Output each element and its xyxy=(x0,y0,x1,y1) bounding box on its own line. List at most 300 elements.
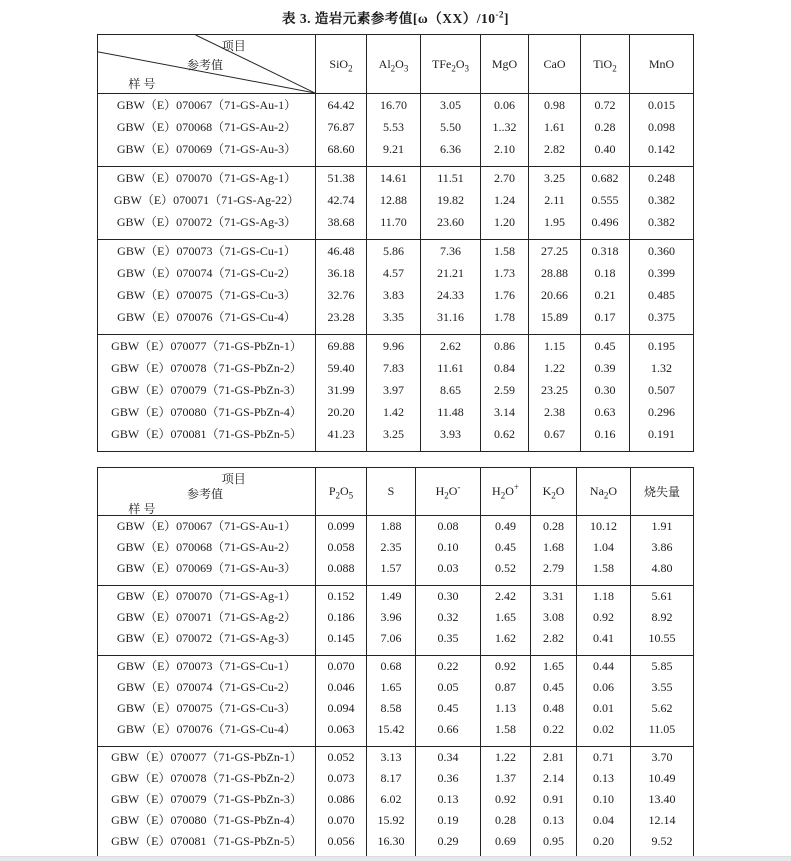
sample-id-cell: GBW（E）070077（71-GS-PbZn-1） xyxy=(98,335,316,358)
value-cell: 1.78 xyxy=(481,306,529,335)
value-cell: 15.89 xyxy=(529,306,581,335)
sample-id-cell: GBW（E）070069（71-GS-Au-3） xyxy=(98,558,316,586)
value-cell: 2.70 xyxy=(481,167,529,190)
value-cell: 23.28 xyxy=(316,306,367,335)
value-cell: 6.02 xyxy=(367,789,416,810)
value-cell: 5.86 xyxy=(367,240,421,263)
table-row xyxy=(98,677,694,698)
value-cell: 0.72 xyxy=(581,94,630,117)
value-cell: 0.382 xyxy=(630,189,694,211)
value-cell: 31.99 xyxy=(316,379,367,401)
value-cell: 2.82 xyxy=(531,628,577,656)
sample-id-cell: GBW（E）070073（71-GS-Cu-1） xyxy=(98,656,316,678)
value-cell: 2.42 xyxy=(481,586,531,608)
value-cell: 76.87 xyxy=(316,116,367,138)
value-cell: 4.57 xyxy=(367,262,421,284)
table-row xyxy=(98,335,694,358)
value-cell: 0.39 xyxy=(581,357,630,379)
sample-id-cell: GBW（E）070076（71-GS-Cu-4） xyxy=(98,719,316,747)
table-row xyxy=(98,537,694,558)
volatiles-alkalis-table-container xyxy=(97,467,693,859)
column-header: $TFe_2O_3$ xyxy=(421,35,481,94)
value-cell: 0.052 xyxy=(316,747,367,769)
sample-id-cell: GBW（E）070067（71-GS-Au-1） xyxy=(98,94,316,117)
value-cell: 0.45 xyxy=(531,677,577,698)
value-cell: 11.48 xyxy=(421,401,481,423)
table-row xyxy=(98,656,694,678)
value-cell: 68.60 xyxy=(316,138,367,167)
value-cell: 0.070 xyxy=(316,810,367,831)
value-cell: 42.74 xyxy=(316,189,367,211)
value-cell: 0.52 xyxy=(481,558,531,586)
value-cell: 0.098 xyxy=(630,116,694,138)
value-cell: 8.65 xyxy=(421,379,481,401)
value-cell: 0.10 xyxy=(577,789,631,810)
value-cell: 2.10 xyxy=(481,138,529,167)
value-cell: 1.13 xyxy=(481,698,531,719)
value-cell: 11.51 xyxy=(421,167,481,190)
value-cell: 0.015 xyxy=(630,94,694,117)
value-cell: 14.61 xyxy=(367,167,421,190)
value-cell: 0.10 xyxy=(416,537,481,558)
value-cell: 0.45 xyxy=(581,335,630,358)
value-cell: 1.61 xyxy=(529,116,581,138)
major-oxides-table xyxy=(97,34,694,452)
value-cell: 0.360 xyxy=(630,240,694,263)
value-cell: 0.318 xyxy=(581,240,630,263)
value-cell: 19.82 xyxy=(421,189,481,211)
value-cell: 5.62 xyxy=(631,698,694,719)
value-cell: 5.85 xyxy=(631,656,694,678)
value-cell: 0.13 xyxy=(416,789,481,810)
table-row xyxy=(98,768,694,789)
value-cell: 0.046 xyxy=(316,677,367,698)
value-cell: 0.49 xyxy=(481,516,531,538)
value-cell: 1.24 xyxy=(481,189,529,211)
value-cell: 5.50 xyxy=(421,116,481,138)
value-cell: 0.186 xyxy=(316,607,367,628)
volatiles-alkalis-table xyxy=(97,467,694,859)
value-cell: 28.88 xyxy=(529,262,581,284)
sample-id-cell: GBW（E）070071（71-GS-Ag-22） xyxy=(98,189,316,211)
table-row xyxy=(98,94,694,117)
value-cell: 16.30 xyxy=(367,831,416,859)
sample-id-cell: GBW（E）070078（71-GS-PbZn-2） xyxy=(98,357,316,379)
value-cell: 10.55 xyxy=(631,628,694,656)
value-cell: 0.399 xyxy=(630,262,694,284)
value-cell: 0.13 xyxy=(531,810,577,831)
value-cell: 0.099 xyxy=(316,516,367,538)
value-cell: 3.08 xyxy=(531,607,577,628)
value-cell: 7.83 xyxy=(367,357,421,379)
value-cell: 0.21 xyxy=(581,284,630,306)
header-row xyxy=(98,468,694,516)
value-cell: 2.79 xyxy=(531,558,577,586)
sample-id-cell: GBW（E）070068（71-GS-Au-2） xyxy=(98,537,316,558)
value-cell: 0.92 xyxy=(481,789,531,810)
value-cell: 15.42 xyxy=(367,719,416,747)
sample-id-cell: GBW（E）070070（71-GS-Ag-1） xyxy=(98,167,316,190)
value-cell: 2.35 xyxy=(367,537,416,558)
value-cell: 0.382 xyxy=(630,211,694,240)
value-cell: 1.15 xyxy=(529,335,581,358)
sample-id-cell: GBW（E）070079（71-GS-PbZn-3） xyxy=(98,789,316,810)
table-row xyxy=(98,379,694,401)
table-row xyxy=(98,357,694,379)
value-cell: 3.97 xyxy=(367,379,421,401)
value-cell: 6.36 xyxy=(421,138,481,167)
value-cell: 0.507 xyxy=(630,379,694,401)
value-cell: 0.496 xyxy=(581,211,630,240)
table-row xyxy=(98,401,694,423)
value-cell: 0.71 xyxy=(577,747,631,769)
column-header: TiO$_2$ xyxy=(581,35,630,94)
value-cell: 0.296 xyxy=(630,401,694,423)
value-cell: 1.58 xyxy=(577,558,631,586)
value-cell: 46.48 xyxy=(316,240,367,263)
value-cell: 1.22 xyxy=(481,747,531,769)
table-row xyxy=(98,831,694,859)
value-cell: 1.22 xyxy=(529,357,581,379)
column-header: MgO xyxy=(481,35,529,94)
value-cell: 9.52 xyxy=(631,831,694,859)
value-cell: 0.32 xyxy=(416,607,481,628)
value-cell: 1.65 xyxy=(367,677,416,698)
table-row xyxy=(98,138,694,167)
value-cell: 0.63 xyxy=(581,401,630,423)
value-cell: 0.62 xyxy=(481,423,529,452)
value-cell: 0.375 xyxy=(630,306,694,335)
value-cell: 0.91 xyxy=(531,789,577,810)
sample-id-cell: GBW（E）070074（71-GS-Cu-2） xyxy=(98,677,316,698)
table-row xyxy=(98,284,694,306)
value-cell: 3.31 xyxy=(531,586,577,608)
sample-id-cell: GBW（E）070072（71-GS-Ag-3） xyxy=(98,628,316,656)
value-cell: 0.40 xyxy=(581,138,630,167)
value-cell: 0.68 xyxy=(367,656,416,678)
value-cell: 1.91 xyxy=(631,516,694,538)
value-cell: 21.21 xyxy=(421,262,481,284)
value-cell: 15.92 xyxy=(367,810,416,831)
value-cell: 27.25 xyxy=(529,240,581,263)
corner-label-reference-value: 参考值 xyxy=(186,58,223,73)
value-cell: 1.18 xyxy=(577,586,631,608)
value-cell: 0.555 xyxy=(581,189,630,211)
value-cell: 3.13 xyxy=(367,747,416,769)
value-cell: 32.76 xyxy=(316,284,367,306)
value-cell: 3.70 xyxy=(631,747,694,769)
column-header: MnO xyxy=(630,35,694,94)
table-row xyxy=(98,306,694,335)
value-cell: 0.44 xyxy=(577,656,631,678)
sample-id-cell: GBW（E）070068（71-GS-Au-2） xyxy=(98,116,316,138)
sample-id-cell: GBW（E）070075（71-GS-Cu-3） xyxy=(98,284,316,306)
value-cell: 0.45 xyxy=(481,537,531,558)
value-cell: 0.06 xyxy=(577,677,631,698)
value-cell: 1..32 xyxy=(481,116,529,138)
value-cell: 2.11 xyxy=(529,189,581,211)
value-cell: 10.12 xyxy=(577,516,631,538)
table-title-bracket: ] xyxy=(504,11,509,26)
value-cell: 11.05 xyxy=(631,719,694,747)
value-cell: 0.22 xyxy=(531,719,577,747)
table-row xyxy=(98,189,694,211)
sample-id-cell: GBW（E）070080（71-GS-PbZn-4） xyxy=(98,810,316,831)
value-cell: 3.96 xyxy=(367,607,416,628)
value-cell: 11.70 xyxy=(367,211,421,240)
value-cell: 1.58 xyxy=(481,240,529,263)
value-cell: 5.53 xyxy=(367,116,421,138)
value-cell: 38.68 xyxy=(316,211,367,240)
table-title xyxy=(0,0,791,27)
value-cell: 1.88 xyxy=(367,516,416,538)
sample-id-cell: GBW（E）070074（71-GS-Cu-2） xyxy=(98,262,316,284)
value-cell: 41.23 xyxy=(316,423,367,452)
value-cell: 2.14 xyxy=(531,768,577,789)
sample-id-cell: GBW（E）070073（71-GS-Cu-1） xyxy=(98,240,316,263)
value-cell: 59.40 xyxy=(316,357,367,379)
value-cell: 1.95 xyxy=(529,211,581,240)
sample-id-cell: GBW（E）070081（71-GS-PbZn-5） xyxy=(98,831,316,859)
value-cell: 23.25 xyxy=(529,379,581,401)
value-cell: 1.04 xyxy=(577,537,631,558)
value-cell: 1.37 xyxy=(481,768,531,789)
value-cell: 0.66 xyxy=(416,719,481,747)
value-cell: 0.145 xyxy=(316,628,367,656)
value-cell: 0.063 xyxy=(316,719,367,747)
value-cell: 7.36 xyxy=(421,240,481,263)
table-row xyxy=(98,116,694,138)
value-cell: 0.152 xyxy=(316,586,367,608)
value-cell: 0.06 xyxy=(481,94,529,117)
value-cell: 0.02 xyxy=(577,719,631,747)
value-cell: 0.070 xyxy=(316,656,367,678)
sample-id-cell: GBW（E）070067（71-GS-Au-1） xyxy=(98,516,316,538)
sample-id-cell: GBW（E）070072（71-GS-Ag-3） xyxy=(98,211,316,240)
value-cell: 0.08 xyxy=(416,516,481,538)
column-header: $P_2O_5$ xyxy=(316,468,367,516)
value-cell: 0.98 xyxy=(529,94,581,117)
value-cell: 1.65 xyxy=(531,656,577,678)
value-cell: 3.25 xyxy=(367,423,421,452)
value-cell: 3.93 xyxy=(421,423,481,452)
value-cell: 0.28 xyxy=(481,810,531,831)
value-cell: 51.38 xyxy=(316,167,367,190)
value-cell: 0.056 xyxy=(316,831,367,859)
value-cell: 0.35 xyxy=(416,628,481,656)
column-header: $K_2O$ xyxy=(531,468,577,516)
value-cell: 3.86 xyxy=(631,537,694,558)
value-cell: 0.682 xyxy=(581,167,630,190)
value-cell: 0.67 xyxy=(529,423,581,452)
value-cell: 12.14 xyxy=(631,810,694,831)
column-header: CaO xyxy=(529,35,581,94)
table-title-text: 表 3. 造岩元素参考值[ω（XX）/10 xyxy=(282,11,496,26)
table-row xyxy=(98,719,694,747)
value-cell: 0.05 xyxy=(416,677,481,698)
value-cell: 0.19 xyxy=(416,810,481,831)
value-cell: 1.49 xyxy=(367,586,416,608)
value-cell: 1.20 xyxy=(481,211,529,240)
value-cell: 0.86 xyxy=(481,335,529,358)
value-cell: 36.18 xyxy=(316,262,367,284)
table-row xyxy=(98,558,694,586)
value-cell: 0.28 xyxy=(581,116,630,138)
table-row xyxy=(98,607,694,628)
sample-id-cell: GBW（E）070071（71-GS-Ag-2） xyxy=(98,607,316,628)
table-row xyxy=(98,628,694,656)
value-cell: 0.29 xyxy=(416,831,481,859)
value-cell: 31.16 xyxy=(421,306,481,335)
table-row xyxy=(98,698,694,719)
value-cell: 0.30 xyxy=(416,586,481,608)
value-cell: 24.33 xyxy=(421,284,481,306)
value-cell: 3.14 xyxy=(481,401,529,423)
value-cell: 2.82 xyxy=(529,138,581,167)
value-cell: 0.088 xyxy=(316,558,367,586)
value-cell: 2.81 xyxy=(531,747,577,769)
value-cell: 20.20 xyxy=(316,401,367,423)
value-cell: 0.69 xyxy=(481,831,531,859)
value-cell: 10.49 xyxy=(631,768,694,789)
value-cell: 0.086 xyxy=(316,789,367,810)
value-cell: 0.92 xyxy=(481,656,531,678)
value-cell: 64.42 xyxy=(316,94,367,117)
value-cell: 0.01 xyxy=(577,698,631,719)
value-cell: 8.17 xyxy=(367,768,416,789)
diagonal-header-cell xyxy=(98,35,316,94)
value-cell: 1.42 xyxy=(367,401,421,423)
sample-id-cell: GBW（E）070070（71-GS-Ag-1） xyxy=(98,586,316,608)
value-cell: 0.22 xyxy=(416,656,481,678)
value-cell: 1.76 xyxy=(481,284,529,306)
column-header: $H_2O^-$ xyxy=(416,468,481,516)
value-cell: 0.195 xyxy=(630,335,694,358)
sample-id-cell: GBW（E）070078（71-GS-PbZn-2） xyxy=(98,768,316,789)
value-cell: 0.87 xyxy=(481,677,531,698)
value-cell: 0.84 xyxy=(481,357,529,379)
value-cell: 3.55 xyxy=(631,677,694,698)
value-cell: 0.16 xyxy=(581,423,630,452)
table-row xyxy=(98,747,694,769)
value-cell: 23.60 xyxy=(421,211,481,240)
table-row xyxy=(98,810,694,831)
sample-id-cell: GBW（E）070079（71-GS-PbZn-3） xyxy=(98,379,316,401)
value-cell: 0.48 xyxy=(531,698,577,719)
corner-label-sample-no: 样 号 xyxy=(128,502,156,517)
table-row xyxy=(98,586,694,608)
value-cell: 0.094 xyxy=(316,698,367,719)
column-header: $Al_2O_3$ xyxy=(367,35,421,94)
major-oxides-table-container xyxy=(97,34,693,452)
table-title-exponent: -2 xyxy=(495,9,504,20)
value-cell: 1.32 xyxy=(630,357,694,379)
table-row xyxy=(98,423,694,452)
value-cell: 0.04 xyxy=(577,810,631,831)
value-cell: 1.57 xyxy=(367,558,416,586)
value-cell: 0.28 xyxy=(531,516,577,538)
value-cell: 0.18 xyxy=(581,262,630,284)
column-header: $H_2O^+$ xyxy=(481,468,531,516)
header-row xyxy=(98,35,694,94)
value-cell: 0.20 xyxy=(577,831,631,859)
value-cell: 0.17 xyxy=(581,306,630,335)
value-cell: 0.03 xyxy=(416,558,481,586)
value-cell: 8.92 xyxy=(631,607,694,628)
diagonal-header-cell xyxy=(98,468,316,516)
sample-id-cell: GBW（E）070075（71-GS-Cu-3） xyxy=(98,698,316,719)
value-cell: 4.80 xyxy=(631,558,694,586)
column-header: S xyxy=(367,468,416,516)
value-cell: 2.59 xyxy=(481,379,529,401)
value-cell: 69.88 xyxy=(316,335,367,358)
table-row xyxy=(98,789,694,810)
value-cell: 0.30 xyxy=(581,379,630,401)
corner-label-item: 项目 xyxy=(221,471,246,486)
value-cell: 5.61 xyxy=(631,586,694,608)
corner-label-item: 项目 xyxy=(221,39,246,54)
value-cell: 0.142 xyxy=(630,138,694,167)
sample-id-cell: GBW（E）070077（71-GS-PbZn-1） xyxy=(98,747,316,769)
table-row xyxy=(98,262,694,284)
value-cell: 1.62 xyxy=(481,628,531,656)
sample-id-cell: GBW（E）070080（71-GS-PbZn-4） xyxy=(98,401,316,423)
value-cell: 11.61 xyxy=(421,357,481,379)
value-cell: 12.88 xyxy=(367,189,421,211)
value-cell: 3.83 xyxy=(367,284,421,306)
corner-label-sample-no: 样 号 xyxy=(128,77,156,92)
value-cell: 0.36 xyxy=(416,768,481,789)
value-cell: 0.92 xyxy=(577,607,631,628)
sample-id-cell: GBW（E）070076（71-GS-Cu-4） xyxy=(98,306,316,335)
corner-label-reference-value: 参考值 xyxy=(186,487,223,502)
value-cell: 3.25 xyxy=(529,167,581,190)
value-cell: 9.21 xyxy=(367,138,421,167)
table-row xyxy=(98,167,694,190)
column-header: 烧失量 xyxy=(631,468,694,516)
value-cell: 7.06 xyxy=(367,628,416,656)
value-cell: 1.58 xyxy=(481,719,531,747)
sample-id-cell: GBW（E）070069（71-GS-Au-3） xyxy=(98,138,316,167)
value-cell: 3.35 xyxy=(367,306,421,335)
sample-id-cell: GBW（E）070081（71-GS-PbZn-5） xyxy=(98,423,316,452)
value-cell: 1.73 xyxy=(481,262,529,284)
value-cell: 20.66 xyxy=(529,284,581,306)
value-cell: 0.058 xyxy=(316,537,367,558)
column-header: $Na_2O$ xyxy=(577,468,631,516)
value-cell: 1.65 xyxy=(481,607,531,628)
value-cell: 2.38 xyxy=(529,401,581,423)
value-cell: 1.68 xyxy=(531,537,577,558)
page-bottom-strip xyxy=(0,856,791,861)
value-cell: 16.70 xyxy=(367,94,421,117)
value-cell: 9.96 xyxy=(367,335,421,358)
value-cell: 8.58 xyxy=(367,698,416,719)
value-cell: 0.34 xyxy=(416,747,481,769)
table-row xyxy=(98,516,694,538)
value-cell: 0.073 xyxy=(316,768,367,789)
value-cell: 3.05 xyxy=(421,94,481,117)
value-cell: 0.248 xyxy=(630,167,694,190)
table-row xyxy=(98,211,694,240)
table-row xyxy=(98,240,694,263)
column-header: SiO$_2$ xyxy=(316,35,367,94)
value-cell: 0.191 xyxy=(630,423,694,452)
value-cell: 0.13 xyxy=(577,768,631,789)
value-cell: 2.62 xyxy=(421,335,481,358)
value-cell: 0.41 xyxy=(577,628,631,656)
value-cell: 0.95 xyxy=(531,831,577,859)
